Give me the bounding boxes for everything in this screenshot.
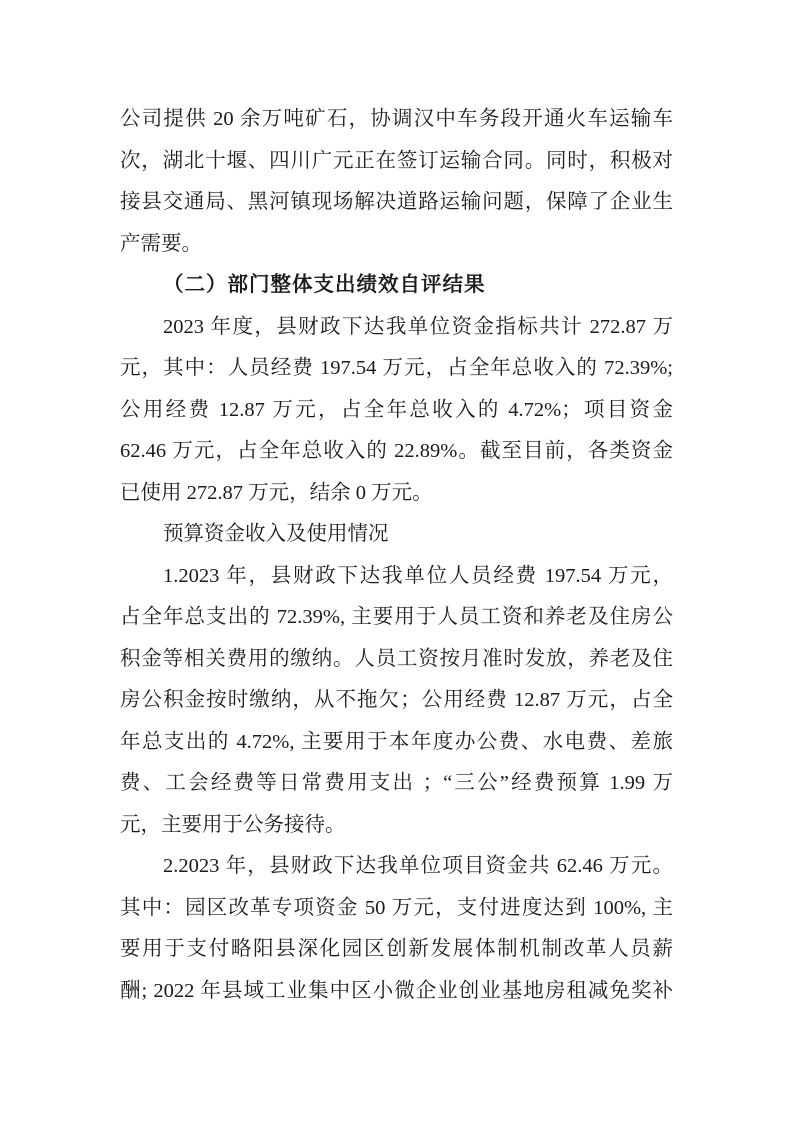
section-heading: （二）部门整体支出绩效自评结果 bbox=[163, 274, 486, 296]
document-line: 积金等相关费用的缴纳。人员工资按月准时发放，养老及住 bbox=[120, 647, 673, 670]
document-line: 要用于支付略阳县深化园区创新发展体制机制改革人员薪 bbox=[120, 938, 673, 960]
document-line: 已使用 272.87 万元，结余 0 万元。 bbox=[120, 481, 433, 504]
document-line: 酬; 2022 年县域工业集中区小微企业创业基地房租减免奖补 bbox=[120, 979, 673, 1002]
document-line: 公司提供 20 余万吨矿石，协调汉中车务段开通火车运输车 bbox=[120, 108, 673, 130]
document-line: 62.46 万元，占全年总收入的 22.89%。截至目前，各类资金 bbox=[120, 440, 673, 462]
sub-heading: 预算资金收入及使用情况 bbox=[163, 523, 389, 545]
document-line: 占全年总支出的 72.39%, 主要用于人员工资和养老及住房公 bbox=[120, 606, 673, 628]
document-line: 费、工会经费等日常费用支出 ；“三公”经费预算 1.99 万 bbox=[120, 772, 673, 794]
document-line: 房公积金按时缴纳，从不拖欠；公用经费 12.87 万元，占全 bbox=[120, 689, 673, 711]
document-line: 元，主要用于公务接待。 bbox=[120, 813, 346, 836]
document-line: 1.2023 年，县财政下达我单位人员经费 197.54 万元， bbox=[163, 564, 673, 587]
document-line: 年总支出的 4.72%, 主要用于本年度办公费、水电费、差旅 bbox=[120, 730, 673, 753]
document-line: 次，湖北十堰、四川广元正在签订运输合同。同时，积极对 bbox=[120, 149, 673, 172]
document-line: 2.2023 年，县财政下达我单位项目资金共 62.46 万元。 bbox=[163, 855, 673, 877]
document-line: 其中：园区改革专项资金 50 万元，支付进度达到 100%, 主 bbox=[120, 896, 673, 919]
document-line: 公用经费 12.87 万元，占全年总收入的 4.72%；项目资金 bbox=[120, 398, 673, 421]
document-line: 产需要。 bbox=[120, 232, 202, 255]
document-text-block bbox=[120, 99, 673, 1012]
document-line: 2023 年度，县财政下达我单位资金指标共计 272.87 万 bbox=[163, 315, 673, 338]
document-line: 接县交通局、黑河镇现场解决道路运输问题，保障了企业生 bbox=[120, 191, 673, 213]
document-line: 元，其中：人员经费 197.54 万元，占全年总收入的 72.39%; bbox=[120, 357, 673, 379]
